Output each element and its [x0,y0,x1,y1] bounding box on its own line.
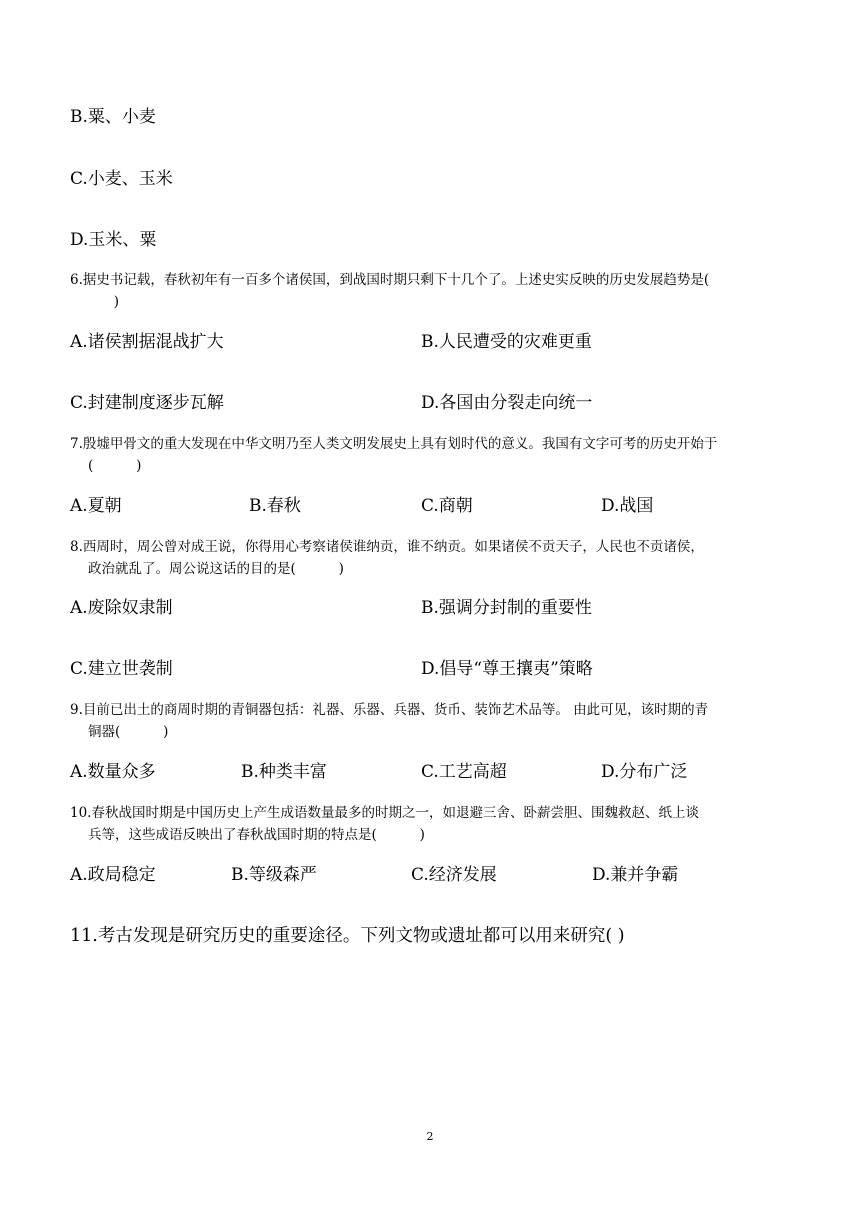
q6-option-c: C.封建制度逐步瓦解 [70,393,224,413]
q7-option-c: C.商朝 [421,496,473,516]
q6-option-b: B.人民遭受的灾难更重 [421,332,592,352]
q8-stem-text: 8.西周时，周公曾对成王说，你得用心考察诸侯谁纳贡，谁不纳贡。如果诸侯不贡天子，人民也不贡诸侯， [70,539,704,555]
q6-option-a: A.诸侯割据混战扩大 [70,332,224,352]
q7-option-b: B.春秋 [249,496,301,516]
q8-stem [70,536,795,580]
q10-option-a: A.政局稳定 [70,865,156,885]
q10-option-b: B.等级森严 [231,865,317,885]
q7-option-d: D.战国 [601,496,654,516]
q7-option-a: A.夏朝 [70,496,122,516]
q9-stem-cont: 铜器( ) [88,724,169,740]
q10-stem-text: 10.春秋战国时期是中国历史上产生成语数量最多的时期之一，如退避三舍、卧薪尝胆、围魏救赵、纸上谈 [70,805,699,821]
q10-option-d: D.兼并争霸 [592,865,679,885]
q10-stem-cont: 兵等，这些成语反映出了春秋战国时期的特点是( ) [88,827,425,843]
q8-option-d: D.倡导“尊王攘夷”策略 [421,659,593,679]
q5-option-d: D.玉米、粟 [70,230,157,250]
q5-option-c: C.小麦、玉米 [70,169,173,189]
q6-option-d: D.各国由分裂走向统一 [421,393,593,413]
q9-stem-text: 9.目前已出土的商周时期的青铜器包括：礼器、乐器、兵器、货币、装饰艺术品等。 由此可见，该时期的青 [70,702,709,718]
q7-stem [70,433,795,477]
q9-option-a: A.数量众多 [70,762,156,782]
q5-option-b: B.粟、小麦 [70,107,156,127]
q6-stem-cont: ) [88,294,120,310]
q8-option-a: A.废除奴隶制 [70,598,173,618]
q10-option-c: C.经济发展 [411,865,497,885]
q9-stem [70,699,795,743]
q11-stem: 11.考古发现是研究历史的重要途径。下列文物或遗址都可以用来研究( ) [70,926,625,946]
q8-option-b: B.强调分封制的重要性 [421,598,592,618]
q6-stem [70,269,795,313]
q8-option-c: C.建立世袭制 [70,659,173,679]
q7-stem-text: 7.殷墟甲骨文的重大发现在中华文明乃至人类文明发展史上具有划时代的意义。我国有文字可考的历史开始于 [70,436,718,452]
q9-option-c: C.工艺高超 [421,762,507,782]
q6-stem-text: 6.据史书记载，春秋初年有一百多个诸侯国，到战国时期只剩下十几个了。上述史实反映的历史发展趋势是( [70,272,710,288]
q10-stem [70,802,795,846]
q9-option-b: B.种类丰富 [241,762,327,782]
q7-stem-cont: ( ) [88,458,142,474]
q9-option-d: D.分布广泛 [601,762,688,782]
q8-stem-cont: 政治就乱了。周公说这话的目的是( ) [88,561,344,577]
page-number: 2 [426,1130,434,1143]
